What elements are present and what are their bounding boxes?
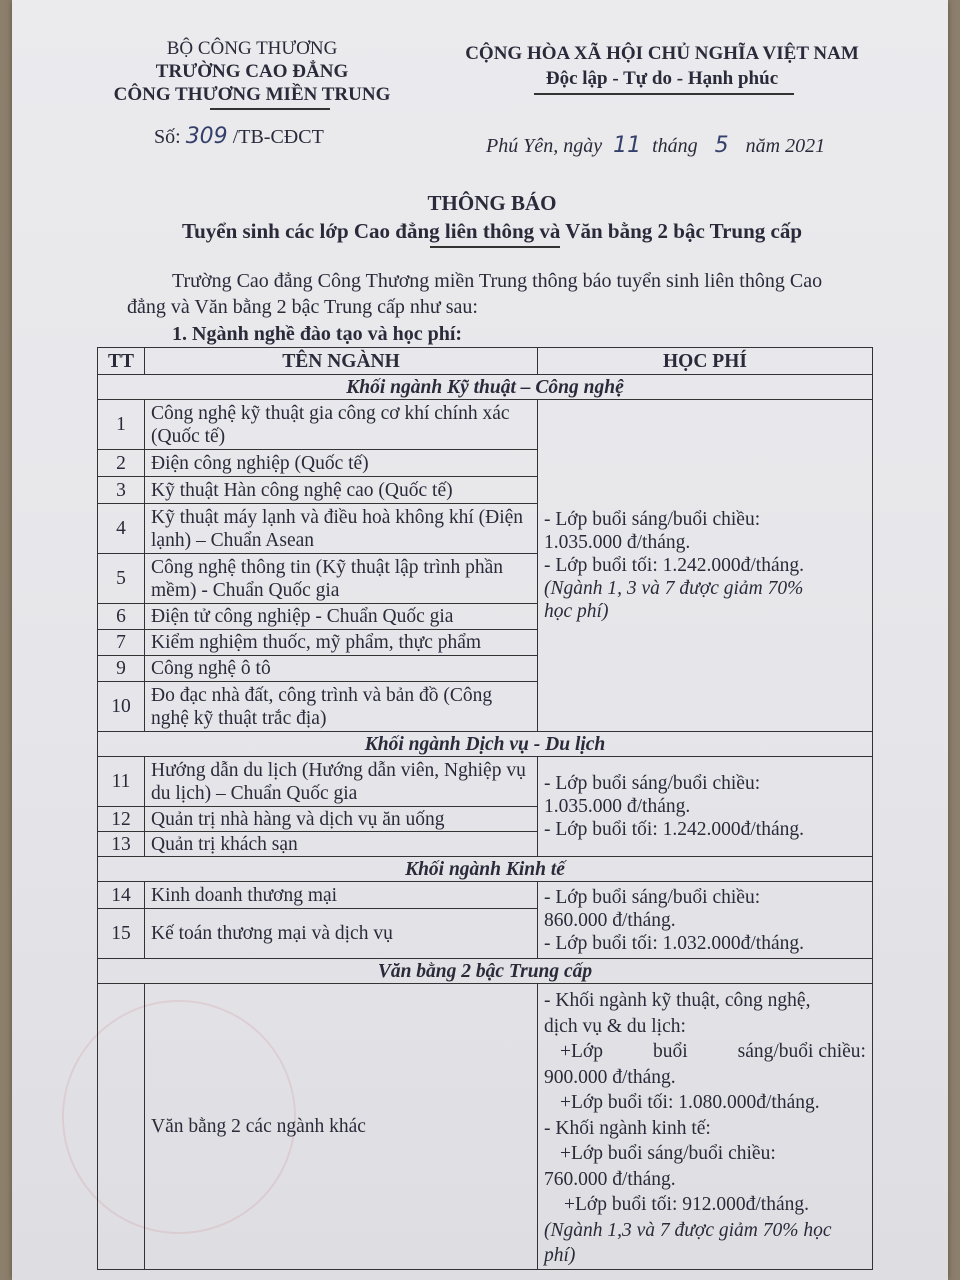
document-subtitle: Tuyển sinh các lớp Cao đẳng liên thông và Văn bằng 2 bậc Trung cấp [181, 219, 803, 243]
country-name: CỘNG HÒA XÃ HỘI CHỦ NGHĨA VIỆT NAM [465, 43, 859, 64]
col-header-major: TÊN NGÀNH [145, 348, 538, 375]
table-header-row [98, 348, 873, 375]
document-title: THÔNG BÁO [427, 191, 557, 215]
document-number: Số: 309 /TB-CĐCT [154, 124, 324, 149]
document-page [12, 0, 948, 1280]
fee-cell-second-degree: - Khối ngành kỹ thuật, công nghệ, dịch vụ & du lịch: +Lớp buổi sáng/buổi chiều: 900.000 đ/tháng. +Lớp buổi tối: 1.080.000đ/tháng. - Khối ngành kinh tế: +Lớp buổi sáng/buổi chiều: 760.000 đ/tháng. +Lớp buổi tối: 912.000đ/tháng. (Ngành 1,3 và 7 được giảm 70% học phí) [538, 984, 873, 1270]
table-row: 4 Kỹ thuật máy lạnh và điều hoà không khí (Điện lạnh) – Chuẩn Asean [98, 504, 873, 554]
table-row: 9 Công nghệ ô tô [98, 656, 873, 682]
table-row: 12 Quản trị nhà hàng và dịch vụ ăn uống [98, 807, 873, 832]
table-row: 15 Kế toán thương mại và dịch vụ [98, 909, 873, 959]
table-row: 6 Điện tử công nghiệp - Chuẩn Quốc gia [98, 604, 873, 630]
fee-cell-technical: - Lớp buổi sáng/buổi chiều: 1.035.000 đ/tháng. - Lớp buổi tối: 1.242.000đ/tháng. (Ngành 1, 3 và 7 được giảm 70% học phí) [538, 400, 873, 732]
motto-underline [534, 93, 794, 95]
group-row: Khối ngành Dịch vụ - Du lịch [98, 732, 873, 757]
table-row: 3 Kỹ thuật Hàn công nghệ cao (Quốc tế) [98, 477, 873, 504]
group-row: Khối ngành Kinh tế [98, 857, 873, 882]
col-header-fee: HỌC PHÍ [538, 348, 873, 375]
handwritten-number: 309 [185, 124, 228, 149]
place-date: Phú Yên, ngày 11 tháng 5 năm 2021 [486, 133, 826, 158]
group-row: Khối ngành Kỹ thuật – Công nghệ [98, 375, 873, 400]
table-row: 10 Đo đạc nhà đất, công trình và bản đồ (Công nghệ kỹ thuật trắc địa) [98, 682, 873, 732]
table-row: 13 Quản trị khách sạn [98, 832, 873, 857]
table-row: 1 Công nghệ kỹ thuật gia công cơ khí chính xác (Quốc tế) - Lớp buổi sáng/buổi chiều: 1.035.000 đ/tháng. - Lớp buổi tối: 1.242.000đ/tháng. (Ngành 1, 3 và 7 được giảm 70% học phí) [98, 400, 873, 450]
section-heading: 1. Ngành nghề đào tạo và học phí: [172, 323, 463, 345]
table-row: 2 Điện công nghiệp (Quốc tế) [98, 450, 873, 477]
table-row: 7 Kiểm nghiệm thuốc, mỹ phẩm, thực phẩm [98, 630, 873, 656]
motto: Độc lập - Tự do - Hạnh phúc [545, 68, 779, 89]
table-row: 11 Hướng dẫn du lịch (Hướng dẫn viên, Nghiệp vụ du lịch) – Chuẩn Quốc gia - Lớp buổi sáng/buổi chiều: 1.035.000 đ/tháng. - Lớp buổi tối: 1.242.000đ/tháng. [98, 757, 873, 807]
intro-line2: đẳng và Văn bằng 2 bậc Trung cấp như sau: [127, 296, 478, 318]
group-row: Văn bằng 2 bậc Trung cấp [98, 959, 873, 984]
table-row: Văn bằng 2 các ngành khác - Khối ngành kỹ thuật, công nghệ, dịch vụ & du lịch: +Lớp buổi sáng/buổi chiều: 900.000 đ/tháng. +Lớp buổi tối: 1.080.000đ/tháng. - Khối ngành kinh tế: +Lớp buổi sáng/buổi chiều: 760.000 đ/tháng. +Lớp buổi tối: 912.000đ/tháng. (Ngành 1,3 và 7 được giảm 70% học phí) [98, 984, 873, 1270]
ministry-name: BỘ CÔNG THƯƠNG [166, 38, 338, 59]
subtitle-underline [430, 246, 560, 248]
school-name-line2: CÔNG THƯƠNG MIỀN TRUNG [113, 84, 391, 105]
table-row: 5 Công nghệ thông tin (Kỹ thuật lập trình phần mềm) - Chuẩn Quốc gia [98, 554, 873, 604]
header-left-underline [210, 108, 330, 110]
table-row: 14 Kinh doanh thương mại - Lớp buổi sáng/buổi chiều: 860.000 đ/tháng. - Lớp buổi tối: 1.032.000đ/tháng. [98, 882, 873, 909]
intro-line1: Trường Cao đẳng Công Thương miền Trung thông báo tuyển sinh liên thông Cao [172, 270, 823, 292]
school-name-line1: TRƯỜNG CAO ĐẲNG [155, 61, 349, 82]
fee-cell-economics: - Lớp buổi sáng/buổi chiều: 860.000 đ/tháng. - Lớp buổi tối: 1.032.000đ/tháng. [538, 882, 873, 959]
tuition-table [97, 347, 873, 1270]
col-header-tt: TT [98, 348, 145, 375]
fee-cell-service: - Lớp buổi sáng/buổi chiều: 1.035.000 đ/tháng. - Lớp buổi tối: 1.242.000đ/tháng. [538, 757, 873, 857]
